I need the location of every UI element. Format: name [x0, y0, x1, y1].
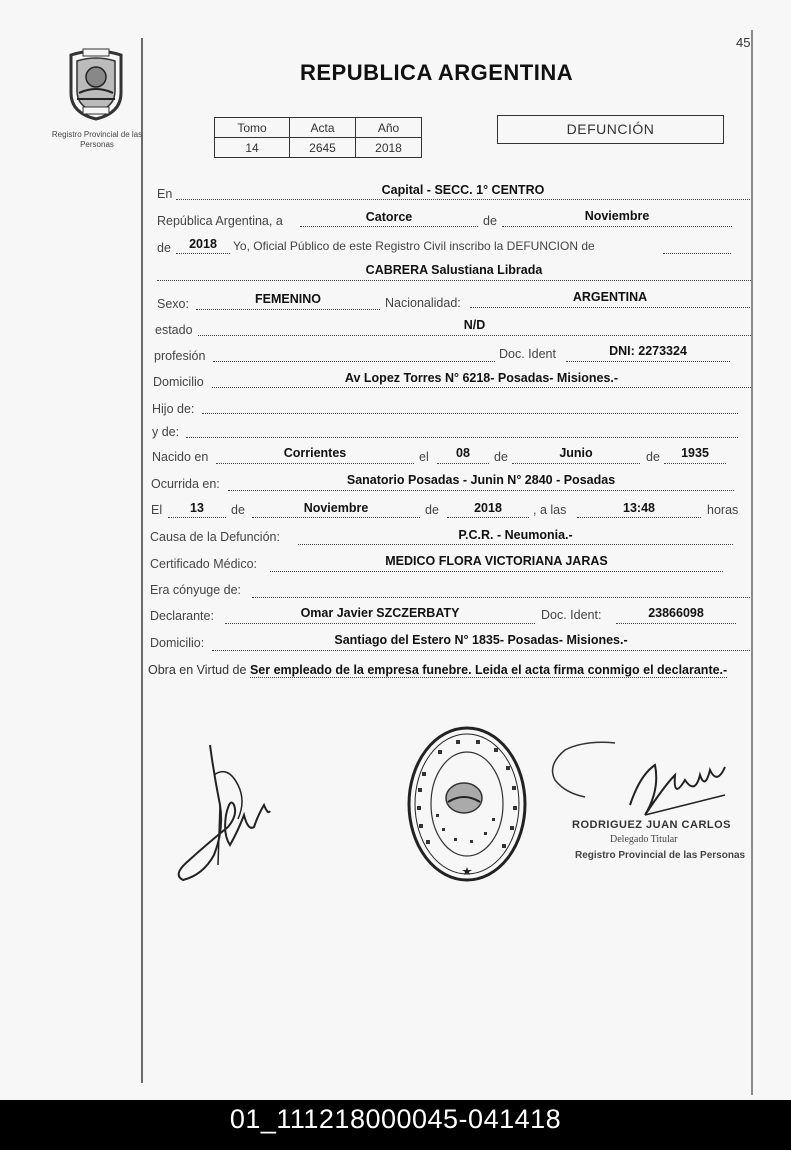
- registry-table: [214, 117, 422, 158]
- col-header-tomo: Tomo: [215, 118, 290, 138]
- dotted-line: [228, 490, 734, 491]
- official-role: Delegado Titular: [610, 834, 678, 845]
- deceased-name: CABRERA Salustiana Librada: [365, 263, 543, 277]
- declarante-domicilio-value: Santiago del Estero N° 1835- Posadas- Misiones.-: [334, 633, 628, 647]
- dotted-line: [502, 226, 732, 227]
- lugar-value: Capital - SECC. 1° CENTRO: [381, 183, 545, 197]
- registry-seal-icon: [402, 722, 532, 887]
- dotted-line: [212, 387, 751, 388]
- official-office: Registro Provincial de las Personas: [575, 850, 746, 861]
- label-certificado: Certificado Médico:: [150, 557, 257, 571]
- label-de2: de: [157, 241, 171, 255]
- page-number: 45: [736, 35, 751, 50]
- dotted-line: [176, 253, 230, 254]
- dotted-line: [300, 226, 478, 227]
- label-conyuge: Era cónyuge de:: [150, 583, 242, 597]
- dia-value: Catorce: [365, 210, 413, 224]
- label-inscribo: Yo, Oficial Público de este Registro Civil inscribo la DEFUNCION de: [233, 239, 595, 253]
- anio-value: 2018: [189, 237, 217, 251]
- nac-anio-value: 1935: [681, 446, 709, 460]
- label-causa: Causa de la Defunción:: [150, 530, 280, 544]
- hora-value: 13:48: [623, 501, 655, 515]
- obra-paragraph: [148, 661, 752, 679]
- obra-value: Ser empleado de la empresa funebre. Leida el acta firma conmigo el declarante.-: [249, 663, 728, 677]
- official-name: RODRIGUEZ JUAN CARLOS: [572, 819, 732, 831]
- label-de-o1: de: [231, 503, 245, 517]
- registry-table-value-row: [215, 138, 422, 158]
- dotted-line: [196, 309, 380, 310]
- dotted-line: [176, 199, 750, 200]
- col-header-anio: Año: [356, 118, 422, 138]
- nacionalidad-value: ARGENTINA: [572, 290, 648, 304]
- def-anio-value: 2018: [474, 501, 502, 515]
- label-horas: horas: [707, 503, 739, 517]
- label-en: En: [157, 187, 173, 201]
- dotted-line: [157, 280, 751, 281]
- certificado-value: MEDICO FLORA VICTORIANA JARAS: [385, 554, 608, 568]
- dotted-line: [202, 413, 738, 414]
- label-republica: República Argentina, a: [157, 214, 283, 228]
- page-title: REPUBLICA ARGENTINA: [300, 60, 574, 85]
- registry-name: Registro Provincial de las Personas: [51, 130, 143, 149]
- misiones-emblem-icon: [63, 45, 129, 121]
- label-ocurrida-en: Ocurrida en:: [151, 477, 220, 491]
- col-header-acta: Acta: [290, 118, 356, 138]
- dotted-line: [213, 361, 495, 362]
- label-y-de: y de:: [152, 425, 180, 439]
- mes-value: Noviembre: [584, 209, 650, 223]
- tomo-value: 14: [215, 138, 290, 158]
- label-el: el: [419, 450, 429, 464]
- dotted-line: [225, 623, 535, 624]
- dotted-line: [663, 253, 731, 254]
- nac-dia-value: 08: [456, 446, 470, 460]
- dotted-line: [577, 517, 701, 518]
- dotted-line: [566, 361, 730, 362]
- declarante-doc-value: 23866098: [648, 606, 704, 620]
- label-a-las: , a las: [533, 503, 567, 517]
- left-margin-line: [141, 38, 143, 1083]
- label-domicilio: Domicilio: [153, 375, 204, 389]
- causa-value: P.C.R. - Neumonia.-: [458, 528, 573, 542]
- declarant-signature-icon: [168, 735, 278, 885]
- label-doc-ident2: Doc. Ident:: [541, 608, 602, 622]
- dotted-line: [212, 650, 750, 651]
- anio-value: 2018: [356, 138, 422, 158]
- dotted-line: [512, 463, 640, 464]
- dotted-line: [198, 335, 751, 336]
- dotted-line: [616, 623, 736, 624]
- right-margin-line: [751, 30, 753, 1095]
- documento-value: DNI: 2273324: [609, 344, 687, 358]
- document-type-box: DEFUNCIÓN: [497, 115, 724, 144]
- dotted-line: [298, 544, 733, 545]
- dotted-line: [252, 597, 750, 598]
- document-id-footer: 01_111218000045-041418: [0, 1100, 791, 1150]
- dotted-line: [216, 463, 414, 464]
- label-de-n1: de: [494, 450, 508, 464]
- label-declarante: Declarante:: [150, 609, 214, 623]
- official-signature-icon: [545, 735, 745, 825]
- dotted-line: [447, 517, 529, 518]
- label-el2: El: [151, 503, 163, 517]
- label-de-n2: de: [646, 450, 660, 464]
- nac-mes-value: Junio: [559, 446, 593, 460]
- declarante-value: Omar Javier SZCZERBATY: [300, 606, 460, 620]
- acta-value: 2645: [290, 138, 356, 158]
- ocurrida-en-value: Sanatorio Posadas - Junin N° 2840 - Posadas: [346, 473, 616, 487]
- label-obra: Obra en Virtud de: [148, 663, 247, 677]
- label-nacionalidad: Nacionalidad:: [385, 296, 461, 310]
- def-mes-value: Noviembre: [303, 501, 369, 515]
- domicilio-value: Av Lopez Torres N° 6218- Posadas- Misiones.-: [344, 371, 619, 385]
- dotted-line: [252, 517, 420, 518]
- label-estado: estado: [155, 323, 193, 337]
- dotted-line: [168, 517, 226, 518]
- label-doc-ident: Doc. Ident: [499, 347, 556, 361]
- registry-table-header-row: [215, 118, 422, 138]
- def-dia-value: 13: [190, 501, 204, 515]
- label-domicilio2: Domicilio:: [150, 636, 205, 650]
- dotted-line: [470, 307, 750, 308]
- dotted-line: [270, 571, 723, 572]
- label-nacido-en: Nacido en: [152, 450, 209, 464]
- label-profesion: profesión: [154, 349, 206, 363]
- sexo-value: FEMENINO: [255, 292, 321, 306]
- label-de-o2: de: [425, 503, 439, 517]
- dotted-line: [186, 437, 738, 438]
- nacido-en-value: Corrientes: [283, 446, 347, 460]
- label-sexo: Sexo:: [157, 297, 189, 311]
- label-hijo-de: Hijo de:: [152, 402, 195, 416]
- estado-value: N/D: [463, 318, 486, 332]
- dotted-line: [664, 463, 726, 464]
- dotted-line: [437, 463, 489, 464]
- label-de: de: [483, 214, 497, 228]
